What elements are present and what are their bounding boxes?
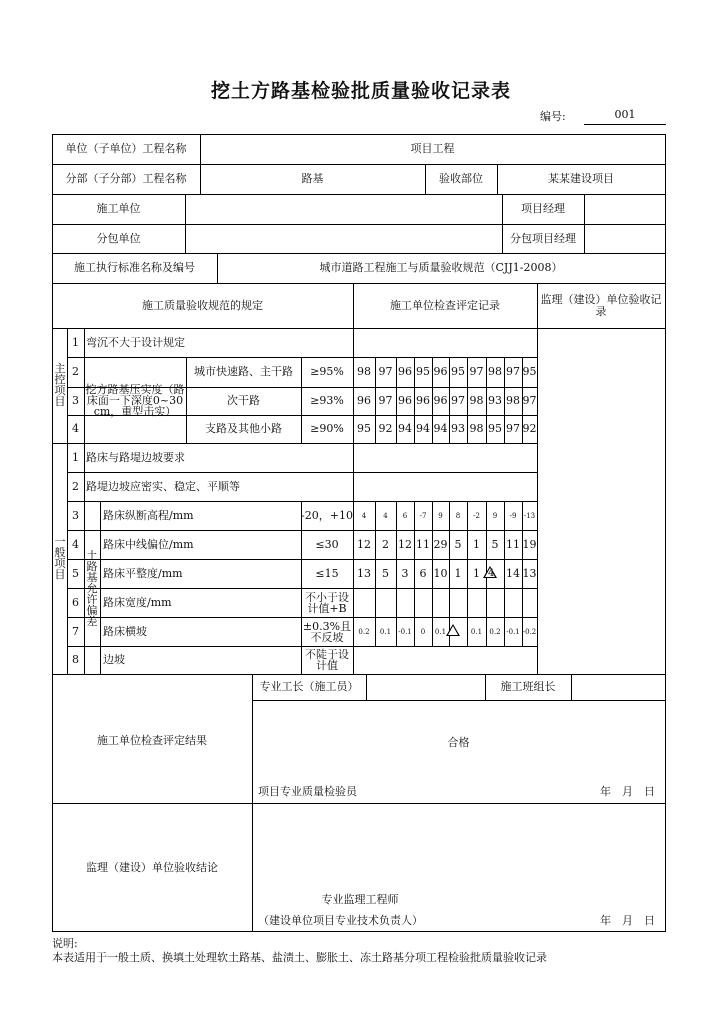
record-value[interactable] bbox=[467, 387, 486, 415]
record-value-text: 97 bbox=[451, 394, 465, 407]
main-row-road bbox=[186, 387, 301, 415]
pm-value[interactable] bbox=[584, 194, 665, 224]
contractor-label bbox=[52, 194, 185, 224]
record-value[interactable] bbox=[467, 617, 486, 646]
record-value[interactable] bbox=[353, 617, 375, 646]
record-value-text: 0.1 bbox=[434, 627, 447, 636]
serial-label: 编号: bbox=[540, 110, 566, 123]
warning-triangle-icon bbox=[446, 624, 460, 636]
general-row-no-text: 8 bbox=[72, 653, 79, 666]
general-row-name bbox=[100, 617, 304, 646]
record-value-text: 98 bbox=[488, 365, 502, 378]
check-part-label bbox=[425, 164, 497, 194]
foreman-label-text: 专业工长（施工员） bbox=[259, 680, 359, 693]
supervision-date bbox=[590, 910, 665, 931]
general-row-name bbox=[100, 501, 304, 530]
record-value[interactable] bbox=[504, 617, 522, 646]
general-item2-no-text: 2 bbox=[72, 479, 79, 493]
general-row-req-text: -20，+10 bbox=[301, 509, 353, 522]
record-value[interactable] bbox=[449, 415, 467, 443]
record-value-text: 92 bbox=[378, 422, 393, 435]
record-value[interactable] bbox=[396, 387, 414, 415]
record-value[interactable] bbox=[432, 559, 449, 588]
result-value-text: 合格 bbox=[447, 735, 470, 749]
inspector-label-text: 项目专业质量检验员 bbox=[258, 784, 357, 798]
supervision-header-text: 监理（建设）单位验收记录 bbox=[540, 292, 662, 318]
general-row-no-text: 4 bbox=[72, 537, 79, 551]
record-value[interactable] bbox=[353, 501, 375, 530]
general-item2-text bbox=[84, 472, 355, 501]
record-value[interactable] bbox=[414, 530, 432, 559]
engineer-label-text: 专业监理工程师 bbox=[321, 893, 399, 906]
general-item1-no bbox=[67, 443, 84, 472]
grid-line bbox=[537, 283, 538, 674]
general-row-req bbox=[301, 646, 353, 674]
team-leader-label-text: 施工班组长 bbox=[500, 680, 556, 693]
engineer-label bbox=[300, 890, 420, 910]
record-value[interactable] bbox=[486, 617, 504, 646]
record-value-text: 97 bbox=[506, 365, 520, 378]
general-row-no-text: 6 bbox=[72, 595, 79, 609]
record-value-text: 9 bbox=[438, 511, 443, 520]
record-value-text: 98 bbox=[469, 394, 484, 407]
check-part-value-text: 某某建设项目 bbox=[548, 172, 614, 185]
record-value[interactable] bbox=[449, 357, 467, 387]
record-value[interactable] bbox=[486, 387, 504, 415]
unit-value-text: 项目工程 bbox=[410, 142, 455, 155]
main-row-no bbox=[67, 387, 84, 415]
foreman-label bbox=[252, 674, 366, 700]
record-value[interactable] bbox=[449, 559, 467, 588]
record-value[interactable] bbox=[522, 559, 537, 588]
record-value-text: 94 bbox=[433, 422, 448, 435]
main-row-road-text: 城市快速路、主干路 bbox=[194, 365, 293, 378]
record-value-text: 93 bbox=[488, 394, 502, 407]
main-item1-text bbox=[84, 328, 355, 357]
marker-value: 4 bbox=[488, 568, 495, 579]
general-row-no-text: 5 bbox=[72, 566, 79, 580]
main-row-req-text: ≥90% bbox=[310, 422, 344, 435]
record-value-text: 4 bbox=[361, 511, 367, 520]
spec-header-text: 施工质量验收规范的规定 bbox=[142, 298, 263, 312]
main-row-road bbox=[186, 357, 301, 387]
record-value-text: 29 bbox=[433, 537, 448, 551]
record-value-text: 95 bbox=[357, 422, 371, 435]
general-row-no-text: 7 bbox=[72, 624, 79, 638]
record-value[interactable] bbox=[449, 501, 467, 530]
main-items-label: 主控项目 bbox=[54, 362, 66, 408]
supervision-conclusion-label bbox=[52, 803, 252, 931]
record-value[interactable] bbox=[375, 387, 396, 415]
record-value-text: 0.2 bbox=[358, 627, 370, 636]
team-leader-label bbox=[485, 674, 571, 700]
record-value-text: 1 bbox=[454, 566, 462, 580]
general-row-req-text: ±0.3%且不反坡 bbox=[302, 619, 352, 644]
main-item1-no bbox=[67, 328, 84, 357]
record-value[interactable] bbox=[396, 617, 414, 646]
general-row-name bbox=[100, 530, 304, 559]
record-value[interactable] bbox=[467, 415, 486, 443]
general-row-req-text: 不小于设计值+B bbox=[305, 590, 349, 615]
main-row-no-text: 3 bbox=[72, 394, 79, 407]
owner-label bbox=[258, 910, 440, 931]
record-value[interactable] bbox=[432, 357, 449, 387]
record-value-text: 4 bbox=[383, 511, 388, 520]
record-value[interactable] bbox=[432, 415, 449, 443]
record-header bbox=[353, 283, 537, 328]
record-value-text: 0.1 bbox=[379, 627, 392, 636]
tolerance-label: 土路基允许偏差 bbox=[86, 548, 98, 628]
record-value-text: 96 bbox=[398, 365, 412, 378]
record-value[interactable] bbox=[504, 357, 522, 387]
record-value[interactable] bbox=[353, 415, 375, 443]
main-row-req-text: ≥95% bbox=[310, 365, 344, 378]
sub-pm-label bbox=[502, 224, 584, 253]
record-value[interactable] bbox=[432, 501, 449, 530]
record-value[interactable] bbox=[486, 530, 504, 559]
record-value-text: 95 bbox=[522, 365, 537, 378]
subunit-label-text: 分部（子分部）工程名称 bbox=[65, 172, 187, 185]
record-value[interactable] bbox=[396, 559, 414, 588]
record-value-text: 96 bbox=[433, 365, 448, 378]
record-value-text: 97 bbox=[378, 394, 393, 407]
record-value[interactable] bbox=[353, 530, 375, 559]
record-value-text: 12 bbox=[357, 537, 371, 551]
general-row-no-text: 3 bbox=[72, 508, 79, 522]
contractor-value[interactable] bbox=[185, 194, 502, 224]
record-value-text: 98 bbox=[506, 394, 520, 407]
record-value-text: 97 bbox=[378, 365, 393, 378]
result-value[interactable] bbox=[252, 700, 665, 785]
general-row-req-text: ≤30 bbox=[315, 538, 339, 551]
contractor-label-text: 施工单位 bbox=[96, 202, 141, 215]
record-value-text: 96 bbox=[416, 394, 430, 407]
record-value[interactable] bbox=[504, 559, 522, 588]
record-value-text: 13 bbox=[522, 566, 537, 580]
record-value[interactable] bbox=[375, 415, 396, 443]
general-row-no bbox=[67, 588, 84, 617]
owner-label-text: （建设单位项目专业技术负责人） bbox=[258, 913, 423, 927]
main-row-road-text: 次干路 bbox=[227, 394, 260, 407]
general-row-name-text: 路床纵断高程/mm bbox=[103, 508, 194, 522]
record-value-text: 5 bbox=[382, 566, 389, 580]
general-row-req bbox=[301, 588, 353, 617]
subcontractor-label-text: 分包单位 bbox=[96, 231, 141, 245]
general-row-no bbox=[67, 646, 84, 674]
record-value[interactable] bbox=[396, 501, 414, 530]
general-row-no bbox=[67, 559, 84, 588]
check-part-value[interactable] bbox=[497, 164, 665, 194]
main-row-road bbox=[186, 415, 301, 443]
supervision-date-text: 年 月 日 bbox=[600, 913, 655, 927]
general-row-req-text: 不陡于设计值 bbox=[305, 648, 349, 672]
inspector-label bbox=[258, 780, 420, 803]
record-value[interactable] bbox=[432, 387, 449, 415]
supervision-conclusion-label-text: 监理（建设）单位验收结论 bbox=[86, 860, 218, 874]
general-row-req bbox=[301, 617, 353, 646]
main-row-req bbox=[301, 357, 353, 387]
general-row-req bbox=[301, 559, 353, 588]
record-value[interactable] bbox=[375, 530, 396, 559]
grid-line bbox=[665, 134, 666, 932]
record-value-text: 92 bbox=[522, 422, 537, 435]
record-value[interactable] bbox=[375, 617, 396, 646]
record-value[interactable] bbox=[522, 415, 537, 443]
record-value-text: 5 bbox=[454, 537, 462, 551]
record-value-text: 13 bbox=[357, 566, 371, 580]
record-value-text: 97 bbox=[522, 394, 537, 407]
unit-value[interactable] bbox=[200, 134, 665, 164]
record-value[interactable] bbox=[375, 559, 396, 588]
record-value[interactable] bbox=[353, 559, 375, 588]
main-row-req-text: ≥93% bbox=[310, 394, 344, 407]
record-value-text: 5 bbox=[491, 537, 499, 551]
record-value[interactable] bbox=[414, 387, 432, 415]
grid-line bbox=[366, 674, 367, 700]
main-item1-no-text: 1 bbox=[72, 335, 79, 349]
record-value-text: 96 bbox=[433, 394, 448, 407]
unit-label bbox=[52, 134, 200, 164]
record-value-text: -7 bbox=[419, 511, 427, 520]
compaction-label-text: 挖方路基压实度（路床面一下深度0~30cm，重型击实） bbox=[85, 382, 185, 418]
record-value-text: 0.1 bbox=[470, 627, 483, 636]
general-row-no bbox=[67, 501, 84, 530]
record-value[interactable] bbox=[486, 415, 504, 443]
general-row-name-text: 路床中线偏位/mm bbox=[103, 537, 194, 551]
standard-value-text: 城市道路工程施工与质量验收规范（CJJ1-2008） bbox=[319, 261, 563, 274]
standard-label-text: 施工执行标准名称及编号 bbox=[74, 261, 195, 274]
record-value[interactable] bbox=[504, 501, 522, 530]
compaction-label bbox=[84, 357, 186, 443]
general-row-req bbox=[301, 501, 353, 530]
main-row-no-text: 4 bbox=[72, 422, 79, 435]
general-row-req-text: ≤15 bbox=[315, 567, 339, 580]
record-value[interactable] bbox=[414, 415, 432, 443]
record-value-text: 97 bbox=[506, 422, 520, 435]
record-value[interactable] bbox=[504, 415, 522, 443]
general-row-name-text: 路床宽度/mm bbox=[103, 595, 172, 609]
record-value-text: 1 bbox=[473, 566, 480, 580]
unit-label-text: 单位（子单位）工程名称 bbox=[65, 142, 187, 155]
result-label bbox=[52, 700, 252, 780]
record-value[interactable] bbox=[522, 357, 537, 387]
record-value-text: 3 bbox=[401, 566, 409, 580]
main-row-no-text: 2 bbox=[72, 365, 79, 378]
inspection-date bbox=[590, 780, 665, 803]
general-row-name bbox=[100, 646, 304, 674]
record-value[interactable] bbox=[396, 530, 414, 559]
record-value[interactable] bbox=[467, 530, 486, 559]
grid-line bbox=[52, 931, 665, 932]
main-row-no bbox=[67, 357, 84, 387]
notes-text: 本表适用于一般土质、换填土处理软土路基、盐渍土、膨胀土、冻土路基分项工程检验批质量验收记录 bbox=[52, 951, 547, 964]
general-row-name bbox=[100, 559, 304, 588]
grid-line bbox=[571, 674, 572, 700]
record-value-text: 1 bbox=[473, 537, 480, 551]
record-value[interactable] bbox=[414, 617, 432, 646]
main-row-req bbox=[301, 415, 353, 443]
record-value[interactable] bbox=[504, 530, 522, 559]
general-row-name-text: 边坡 bbox=[103, 653, 125, 666]
record-value-text: 0 bbox=[420, 627, 426, 636]
general-item2-text-text: 路堤边坡应密实、稳定、平顺等 bbox=[86, 479, 240, 493]
general-row-name-text: 路床横坡 bbox=[103, 624, 147, 638]
record-value-text: -2 bbox=[473, 511, 480, 520]
record-value-text: 95 bbox=[488, 422, 502, 435]
record-value[interactable] bbox=[522, 530, 537, 559]
inspection-date-text: 年 月 日 bbox=[600, 784, 655, 798]
record-value[interactable] bbox=[414, 501, 432, 530]
general-items-label: 一般项目 bbox=[54, 535, 66, 581]
record-value-text: 96 bbox=[357, 394, 371, 407]
record-value-text: 6 bbox=[402, 511, 408, 520]
general-row-name bbox=[100, 588, 304, 617]
record-value[interactable] bbox=[396, 415, 414, 443]
general-item1-text-text: 路床与路堤边坡要求 bbox=[86, 450, 185, 464]
record-value[interactable] bbox=[522, 501, 537, 530]
general-item1-no-text: 1 bbox=[72, 450, 79, 464]
record-value[interactable] bbox=[375, 357, 396, 387]
record-value[interactable] bbox=[467, 357, 486, 387]
record-value-text: 95 bbox=[451, 365, 465, 378]
main-item1-text-text: 弯沉不大于设计规定 bbox=[86, 335, 185, 349]
form-title: 挖土方路基检验批质量验收记录表 bbox=[210, 80, 511, 102]
record-value-text: -0.1 bbox=[506, 627, 520, 636]
record-value[interactable] bbox=[414, 357, 432, 387]
record-value[interactable] bbox=[467, 501, 486, 530]
record-value[interactable] bbox=[414, 559, 432, 588]
spec-header bbox=[52, 283, 353, 328]
record-value-text: 98 bbox=[357, 365, 371, 378]
record-value-text: 6 bbox=[419, 566, 427, 580]
record-value[interactable] bbox=[375, 501, 396, 530]
pm-label bbox=[502, 194, 584, 224]
main-row-no bbox=[67, 415, 84, 443]
record-value[interactable] bbox=[522, 387, 537, 415]
subunit-value[interactable] bbox=[200, 164, 425, 194]
standard-label bbox=[52, 253, 217, 283]
record-value-text: 94 bbox=[398, 422, 412, 435]
record-value[interactable] bbox=[504, 387, 522, 415]
supervision-header bbox=[537, 283, 665, 328]
check-part-label-text: 验收部位 bbox=[439, 172, 483, 185]
sub-pm-label-text: 分包项目经理 bbox=[510, 231, 576, 245]
record-value-text: 2 bbox=[382, 537, 389, 551]
record-value-text: 97 bbox=[469, 365, 484, 378]
general-item1-text bbox=[84, 443, 355, 472]
record-value-text: 93 bbox=[451, 422, 465, 435]
record-value-text: -9 bbox=[509, 511, 517, 520]
record-value-text: 9 bbox=[492, 511, 498, 520]
standard-value[interactable] bbox=[217, 253, 665, 283]
general-item2-no bbox=[67, 472, 84, 501]
record-value[interactable] bbox=[486, 357, 504, 387]
general-row-no bbox=[67, 530, 84, 559]
subunit-label bbox=[52, 164, 200, 194]
record-value[interactable] bbox=[353, 357, 375, 387]
main-row-road-text: 支路及其他小路 bbox=[205, 422, 282, 435]
sub-pm-value[interactable] bbox=[584, 224, 665, 253]
main-row-req bbox=[301, 387, 353, 415]
result-label-text: 施工单位检查评定结果 bbox=[97, 733, 207, 747]
record-value-text: 95 bbox=[416, 365, 430, 378]
record-value-text: -0.2 bbox=[522, 627, 537, 636]
general-row-name-text: 路床平整度/mm bbox=[103, 566, 183, 580]
record-value[interactable] bbox=[449, 387, 467, 415]
notes-label: 说明: bbox=[52, 937, 78, 950]
subcontractor-label bbox=[52, 224, 185, 253]
record-value[interactable] bbox=[432, 530, 449, 559]
serial-value[interactable]: 001 bbox=[584, 108, 666, 125]
record-value[interactable] bbox=[396, 357, 414, 387]
record-value-text: 0.2 bbox=[489, 627, 501, 636]
record-value-text: 94 bbox=[416, 422, 430, 435]
pm-label-text: 项目经理 bbox=[521, 202, 565, 215]
record-value-text: 19 bbox=[522, 537, 537, 551]
record-value-text: 11 bbox=[506, 537, 520, 551]
record-value[interactable] bbox=[486, 501, 504, 530]
general-row-req bbox=[301, 530, 353, 559]
record-value-text: 8 bbox=[455, 511, 461, 520]
record-value[interactable] bbox=[449, 530, 467, 559]
record-value-text: -0.1 bbox=[398, 627, 412, 636]
record-value-text: 14 bbox=[506, 566, 520, 580]
record-value-text: 98 bbox=[469, 422, 484, 435]
record-value-text: 10 bbox=[433, 566, 448, 580]
subcontractor-value[interactable] bbox=[185, 224, 502, 253]
record-value-text: 96 bbox=[398, 394, 412, 407]
record-value-text: -13 bbox=[523, 511, 536, 520]
record-value[interactable] bbox=[353, 387, 375, 415]
subunit-value-text: 路基 bbox=[301, 172, 324, 185]
record-header-text: 施工单位检查评定记录 bbox=[390, 298, 500, 312]
record-value-text: 11 bbox=[416, 537, 430, 551]
general-row-no bbox=[67, 617, 84, 646]
record-value-text: 12 bbox=[398, 537, 412, 551]
record-value[interactable] bbox=[522, 617, 537, 646]
